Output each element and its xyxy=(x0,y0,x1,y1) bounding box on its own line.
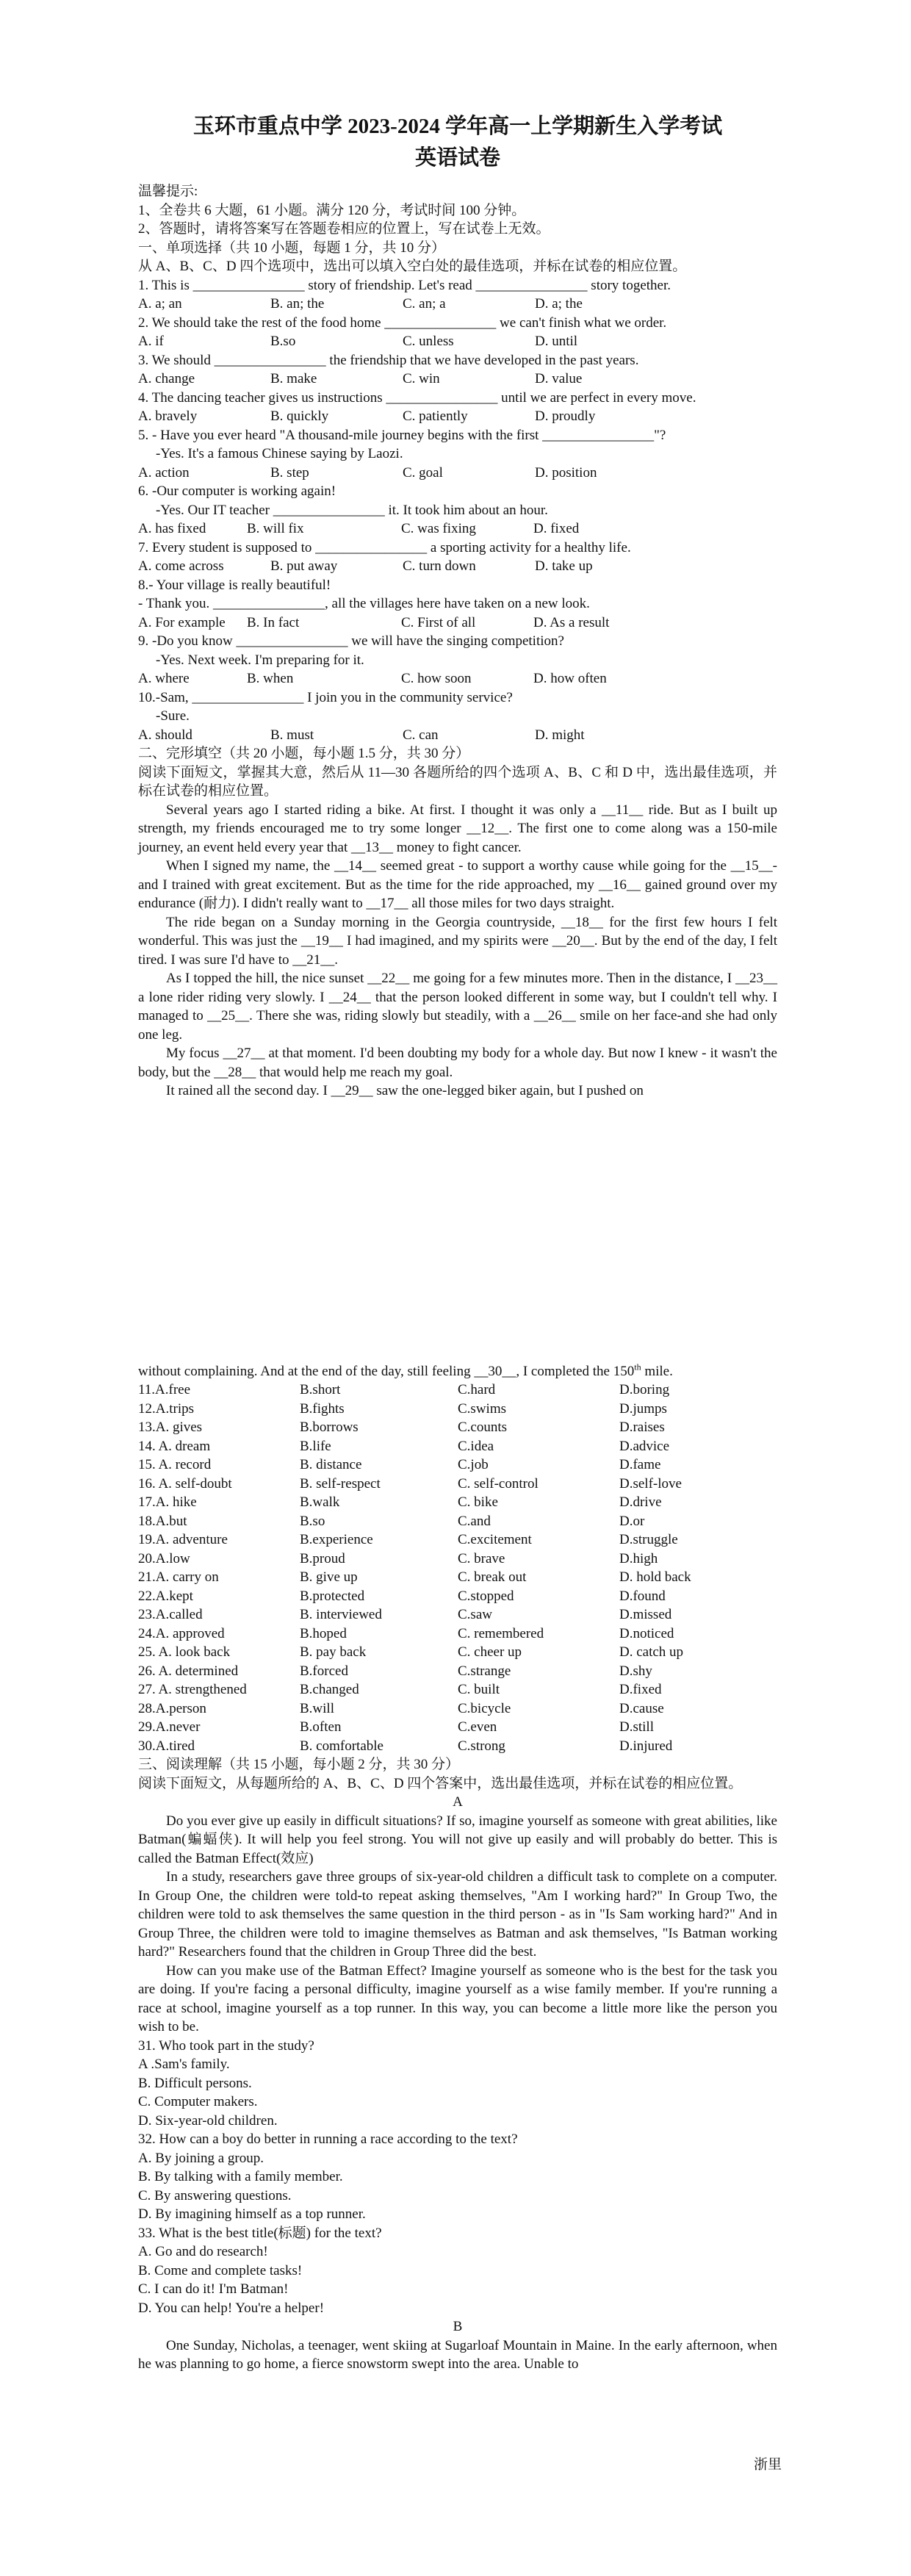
question-stem: 1. This is ________________ story of friendship. Let's read ________________ story together. xyxy=(138,277,671,293)
passage-paragraph: How can you make use of the Batman Effect? Imagine yourself as someone who is the best for the task you are doing. If you're facing a personal difficulty, imagine yourself as a wise family member. If you're running a race at school, imagine yourself as a top runner. In this way, you can become a little more like the person you wish to be. xyxy=(138,1962,777,2034)
option: D. how often xyxy=(533,671,607,686)
superscript: th xyxy=(634,1361,641,1372)
question-stem: 2. We should take the rest of the food home ________________ we can't finish what we order. xyxy=(138,314,667,331)
question-options xyxy=(138,614,777,633)
question-stem: 5. - Have you ever heard "A thousand-mile journey begins with the first ________________"? xyxy=(138,427,666,443)
option: A. a; an xyxy=(138,296,182,312)
question-options xyxy=(138,370,777,389)
option: B. must xyxy=(270,727,314,743)
cloze-option: D.raises xyxy=(619,1420,665,1435)
cloze-continuation-end: mile. xyxy=(641,1363,673,1379)
option: B. By talking with a family member. xyxy=(138,2169,343,2184)
cloze-option: B.proud xyxy=(300,1550,345,1566)
cloze-option: C. remembered xyxy=(458,1625,544,1641)
cloze-option: C. brave xyxy=(458,1550,505,1566)
option: C. First of all xyxy=(401,614,476,630)
cloze-option: D.struggle xyxy=(619,1532,678,1547)
option: C. turn down xyxy=(403,558,476,574)
cloze-option: 27. A. strengthened xyxy=(138,1682,247,1697)
option: B. put away xyxy=(270,558,338,574)
exam-title: 玉环市重点中学 2023-2024 学年高一上学期新生入学考试 xyxy=(192,115,723,138)
section2-instruction: 阅读下面短文，掌握其大意，然后从 11—30 各题所给的四个选项 A、B、C 和 D 中，选出最佳选项，并标在试卷的相应位置。 xyxy=(138,764,777,799)
section3-heading: 三、阅读理解（共 15 小题，每小题 2 分，共 30 分） xyxy=(138,1757,460,1772)
cloze-option: B.life xyxy=(300,1438,331,1454)
question-options xyxy=(138,407,777,426)
cloze-option-row xyxy=(138,1662,777,1681)
question-stem: 7. Every student is supposed to ________________ a sporting activity for a healthy life. xyxy=(138,539,631,555)
cloze-option: C.idea xyxy=(458,1438,494,1454)
cloze-option: D.noticed xyxy=(619,1625,674,1641)
cloze-option: D.self-love xyxy=(619,1475,682,1492)
option: C. goal xyxy=(403,464,443,481)
option: B. Difficult persons. xyxy=(138,2075,252,2091)
option: A. change xyxy=(138,371,195,386)
cloze-option: B. pay back xyxy=(300,1644,367,1660)
cloze-option: 20.A.low xyxy=(138,1550,190,1566)
cloze-continuation xyxy=(138,1362,777,1381)
cloze-option: B. give up xyxy=(300,1569,358,1585)
passage-paragraph: In a study, researchers gave three groups of six-year-old children a difficult task to complete on a computer. In Group One, the children were told-to repeat asking themselves, "Am I working hard?" In Group Two, the children were told to ask themselves the same question in the third person - as in "Is Sam working hard?" And in Group Three, the children were told to imagine themselves as Batman and ask themselves, "Is Batman working hard?" Researchers found that the children in Group Three did the best. xyxy=(138,1869,777,1960)
passage-label: A xyxy=(453,1794,463,1810)
option: C. patiently xyxy=(403,409,468,424)
option: B. In fact xyxy=(247,614,300,630)
option: D. As a result xyxy=(533,614,610,630)
cloze-option: D. hold back xyxy=(619,1569,691,1585)
cloze-option: 24.A. approved xyxy=(138,1625,225,1641)
cloze-option: B. comfortable xyxy=(300,1738,384,1754)
cloze-option: B.short xyxy=(300,1382,341,1397)
section2-heading: 二、完形填空（共 20 小题，每小题 1.5 分，共 30 分） xyxy=(138,746,470,761)
option: C. can xyxy=(403,727,439,743)
cloze-option: 28.A.person xyxy=(138,1700,206,1716)
option: A. bravely xyxy=(138,409,198,424)
cloze-option: D.or xyxy=(619,1513,645,1529)
cloze-option: B.walk xyxy=(300,1494,340,1510)
option: D. until xyxy=(535,334,578,349)
passage-label: B xyxy=(453,2319,463,2334)
option: C. win xyxy=(403,371,440,386)
question-options xyxy=(138,726,777,745)
passage-paragraph: Do you ever give up easily in difficult situations? If so, imagine yourself as someone with great abilities, like Batman(蝙蝠侠). It will help you feel strong. You will not give up easily and will probably do better. This is called the Batman Effect(效应) xyxy=(138,1813,777,1866)
cloze-option: C.swims xyxy=(458,1400,506,1417)
question-reply: -Yes. It's a famous Chinese saying by Laozi. xyxy=(156,446,403,461)
cloze-option: 16. A. self-doubt xyxy=(138,1475,232,1492)
cloze-option: C.strong xyxy=(458,1738,505,1754)
question-stem: 4. The dancing teacher gives us instructions ________________ until we are perfect in every move. xyxy=(138,389,696,406)
cloze-option: B.hoped xyxy=(300,1625,347,1641)
cloze-option: 25. A. look back xyxy=(138,1644,231,1660)
option: D. You can help! You're a helper! xyxy=(138,2300,325,2316)
option: A. come across xyxy=(138,558,224,574)
option: D. By imagining himself as a top runner. xyxy=(138,2206,366,2222)
cloze-option: B.forced xyxy=(300,1663,348,1679)
question-options xyxy=(138,519,777,539)
option: A. if xyxy=(138,334,164,349)
cloze-option: 30.A.tired xyxy=(138,1738,195,1754)
cloze-option: C.job xyxy=(458,1457,489,1472)
option: B. step xyxy=(270,464,309,481)
cloze-option: B.will xyxy=(300,1700,334,1716)
exam-page xyxy=(138,110,777,2374)
option: A. where xyxy=(138,671,190,686)
cloze-option: D.injured xyxy=(619,1738,673,1754)
option: B. an; the xyxy=(270,296,325,312)
cloze-option: D.jumps xyxy=(619,1400,667,1417)
tips-header: 温馨提示: xyxy=(138,184,198,199)
option: B. will fix xyxy=(247,521,304,536)
cloze-option-row xyxy=(138,1737,777,1756)
question-reply: -Yes. Our IT teacher ________________ it. It took him about an hour. xyxy=(156,502,548,518)
cloze-paragraph: It rained all the second day. I __29__ saw the one-legged biker again, but I pushed on xyxy=(166,1083,644,1098)
cloze-option: B.borrows xyxy=(300,1420,359,1435)
cloze-option: 18.A.but xyxy=(138,1513,187,1529)
cloze-option: C.counts xyxy=(458,1420,508,1435)
cloze-option: C.bicycle xyxy=(458,1700,511,1716)
cloze-option: 12.A.trips xyxy=(138,1400,194,1417)
question-stem: 6. -Our computer is working again! xyxy=(138,483,336,499)
cloze-option: C.saw xyxy=(458,1607,492,1622)
cloze-option-row xyxy=(138,1456,777,1475)
option: A .Sam's family. xyxy=(138,2057,230,2072)
question-stem: 9. -Do you know ________________ we will have the singing competition? xyxy=(138,633,564,649)
cloze-option: 17.A. hike xyxy=(138,1494,197,1510)
cloze-option: C.and xyxy=(458,1513,491,1529)
cloze-option-row xyxy=(138,1680,777,1699)
cloze-option-row xyxy=(138,1512,777,1531)
cloze-option: D.fixed xyxy=(619,1682,662,1697)
question-stem: 33. What is the best title(标题) for the text? xyxy=(138,2225,382,2241)
cloze-continuation-text: without complaining. And at the end of the day, still feeling __30__, I completed the 150 xyxy=(138,1363,635,1379)
cloze-option: 15. A. record xyxy=(138,1457,212,1472)
cloze-option: C.excitement xyxy=(458,1532,532,1547)
cloze-option: 21.A. carry on xyxy=(138,1569,219,1585)
option: A. action xyxy=(138,464,190,481)
cloze-option: D.still xyxy=(619,1719,654,1735)
cloze-option: B. self-respect xyxy=(300,1475,381,1492)
cloze-option: 19.A. adventure xyxy=(138,1532,228,1547)
option: A. should xyxy=(138,727,192,743)
question-options xyxy=(138,557,777,576)
cloze-option: B.so xyxy=(300,1513,325,1529)
cloze-option: 14. A. dream xyxy=(138,1438,211,1454)
option: C. unless xyxy=(403,334,454,349)
option: A. For example xyxy=(138,614,226,630)
cloze-option-row xyxy=(138,1550,777,1569)
option: C. By answering questions. xyxy=(138,2187,292,2203)
question-stem: 31. Who took part in the study? xyxy=(138,2037,314,2054)
option: B. make xyxy=(270,371,317,386)
cloze-option: D.advice xyxy=(619,1438,670,1454)
cloze-option-row xyxy=(138,1437,777,1456)
blank-space xyxy=(138,1101,777,1362)
cloze-option: D.high xyxy=(619,1550,658,1566)
tips-line: 2、答题时，请将答案写在答题卷相应的位置上，写在试卷上无效。 xyxy=(138,221,550,237)
option: D. proudly xyxy=(535,409,596,424)
footer-watermark: 浙里 xyxy=(754,2457,782,2472)
option: D. value xyxy=(535,371,583,386)
cloze-option-row xyxy=(138,1530,777,1550)
option: B.so xyxy=(270,334,296,349)
cloze-option: D.fame xyxy=(619,1457,661,1472)
option: C. how soon xyxy=(401,671,472,686)
cloze-option-row xyxy=(138,1699,777,1719)
question-reply: -Yes. Next week. I'm preparing for it. xyxy=(156,652,364,668)
option: D. Six-year-old children. xyxy=(138,2112,278,2129)
cloze-option-row xyxy=(138,1718,777,1737)
cloze-option: C.strange xyxy=(458,1663,511,1679)
cloze-option: 22.A.kept xyxy=(138,1588,193,1604)
question-reply: - Thank you. ________________, all the villages here have taken on a new look. xyxy=(138,596,590,611)
option: A. By joining a group. xyxy=(138,2150,264,2166)
question-options xyxy=(138,669,777,688)
tips-line: 1、全卷共 6 大题，61 小题。满分 120 分，考试时间 100 分钟。 xyxy=(138,202,526,218)
cloze-option: C.hard xyxy=(458,1382,496,1397)
cloze-paragraph: The ride began on a Sunday morning in the Georgia countryside, __18__ for the first few hours I felt wonderful. This was just the __19__ I had imagined, and my spirits were __20__. But by the end of the day, I felt tired. I was sure I'd have to __21__. xyxy=(138,914,777,968)
cloze-option: 29.A.never xyxy=(138,1719,201,1735)
cloze-option: D.cause xyxy=(619,1700,664,1716)
cloze-paragraph: As I topped the hill, the nice sunset __22__ me going for a few minutes more. Then in the distance, I __23__ a lone rider riding very slowly. I __24__ that the person looked different in some way, but I couldn't tell why. I managed to __25__. There she was, riding slowly but steadily, with a __26__ smile on her face-and she had only one leg. xyxy=(138,971,777,1043)
cloze-option: C.even xyxy=(458,1719,497,1735)
cloze-options-table xyxy=(138,1381,777,1755)
cloze-option-row xyxy=(138,1605,777,1625)
cloze-option: D.found xyxy=(619,1588,666,1604)
cloze-option: B. distance xyxy=(300,1457,362,1472)
cloze-option: B.changed xyxy=(300,1682,359,1697)
cloze-option: B.fights xyxy=(300,1400,345,1417)
question-stem: 10.-Sam, ________________ I join you in the community service? xyxy=(138,689,513,705)
option: C. I can do it! I'm Batman! xyxy=(138,2281,289,2297)
option: D. might xyxy=(535,727,585,743)
cloze-option: D.boring xyxy=(619,1382,670,1397)
cloze-option: D. catch up xyxy=(619,1644,684,1660)
option: C. Computer makers. xyxy=(138,2094,258,2109)
cloze-option: C.stopped xyxy=(458,1588,514,1604)
cloze-option-row xyxy=(138,1381,777,1400)
cloze-option-row xyxy=(138,1568,777,1587)
section1-instruction: 从 A、B、C、D 四个选项中，选出可以填入空白处的最佳选项，并标在试卷的相应位置。 xyxy=(138,259,687,274)
cloze-option: C. built xyxy=(458,1682,500,1697)
option: C. an; a xyxy=(403,296,446,312)
cloze-option-row xyxy=(138,1493,777,1512)
option: D. position xyxy=(535,464,597,481)
cloze-paragraph: Several years ago I started riding a bike. At first. I thought it was only a __11__ ride. But as I built up strength, my friends encouraged me to try some longer __12__. The first one to come along was a 150-mile journey, an event held every year that __13__ money to fight cancer. xyxy=(138,802,777,855)
option: D. a; the xyxy=(535,296,583,312)
cloze-option: B. interviewed xyxy=(300,1607,382,1622)
question-stem: 8.- Your village is really beautiful! xyxy=(138,577,331,593)
option: B. when xyxy=(247,671,294,686)
cloze-option-row xyxy=(138,1400,777,1419)
cloze-option-row xyxy=(138,1418,777,1437)
option: B. quickly xyxy=(270,409,329,424)
cloze-option-row xyxy=(138,1625,777,1644)
cloze-paragraph: My focus __27__ at that moment. I'd been doubting my body for a whole day. But now I knew - it wasn't the body, but the __28__ that would help me reach my goal. xyxy=(138,1046,777,1080)
question-reply: -Sure. xyxy=(156,708,190,724)
cloze-option: D.drive xyxy=(619,1494,662,1510)
option: A. has fixed xyxy=(138,521,206,536)
cloze-option: 23.A.called xyxy=(138,1607,203,1622)
cloze-option: C. self-control xyxy=(458,1475,539,1492)
option: C. was fixing xyxy=(401,521,476,536)
section1-heading: 一、单项选择（共 10 小题，每题 1 分，共 10 分） xyxy=(138,240,446,256)
passage-paragraph: One Sunday, Nicholas, a teenager, went skiing at Sugarloaf Mountain in Maine. In the early afternoon, when he was planning to go home, a fierce snowstorm swept into the area. Unable to xyxy=(138,2337,777,2372)
cloze-option: B.protected xyxy=(300,1588,365,1604)
cloze-paragraph: When I signed my name, the __14__ seemed great - to support a worthy cause while going for the __15__- and I trained with great excitement. But as the time for the ride approached, my __16__ gained ground over my endurance (耐力). I didn't really want to __17__ all those miles for two days straight. xyxy=(138,858,777,911)
cloze-option: D.shy xyxy=(619,1663,652,1679)
question-options xyxy=(138,332,777,351)
option: B. Come and complete tasks! xyxy=(138,2262,303,2278)
question-stem: 3. We should ________________ the friendship that we have developed in the past years. xyxy=(138,352,639,368)
option: D. fixed xyxy=(533,521,580,536)
cloze-option: 11.A.free xyxy=(138,1382,191,1397)
question-stem: 32. How can a boy do better in running a race according to the text? xyxy=(138,2131,518,2147)
cloze-option: C. break out xyxy=(458,1569,527,1585)
option: D. take up xyxy=(535,558,593,574)
cloze-option: C. bike xyxy=(458,1494,498,1510)
cloze-option-row xyxy=(138,1475,777,1494)
cloze-option: C. cheer up xyxy=(458,1644,522,1660)
cloze-option: 13.A. gives xyxy=(138,1420,203,1435)
cloze-option: B.experience xyxy=(300,1532,373,1547)
cloze-option: 26. A. determined xyxy=(138,1663,239,1679)
question-options xyxy=(138,295,777,314)
cloze-option: D.missed xyxy=(619,1607,672,1622)
cloze-option: B.often xyxy=(300,1719,342,1735)
cloze-option-row xyxy=(138,1587,777,1606)
exam-subtitle: 英语试卷 xyxy=(414,146,500,170)
cloze-option-row xyxy=(138,1643,777,1662)
question-options xyxy=(138,464,777,483)
option: A. Go and do research! xyxy=(138,2244,268,2259)
section3-instruction: 阅读下面短文，从每题所给的 A、B、C、D 四个答案中，选出最佳选项，并标在试卷的相应位置。 xyxy=(138,1775,743,1791)
